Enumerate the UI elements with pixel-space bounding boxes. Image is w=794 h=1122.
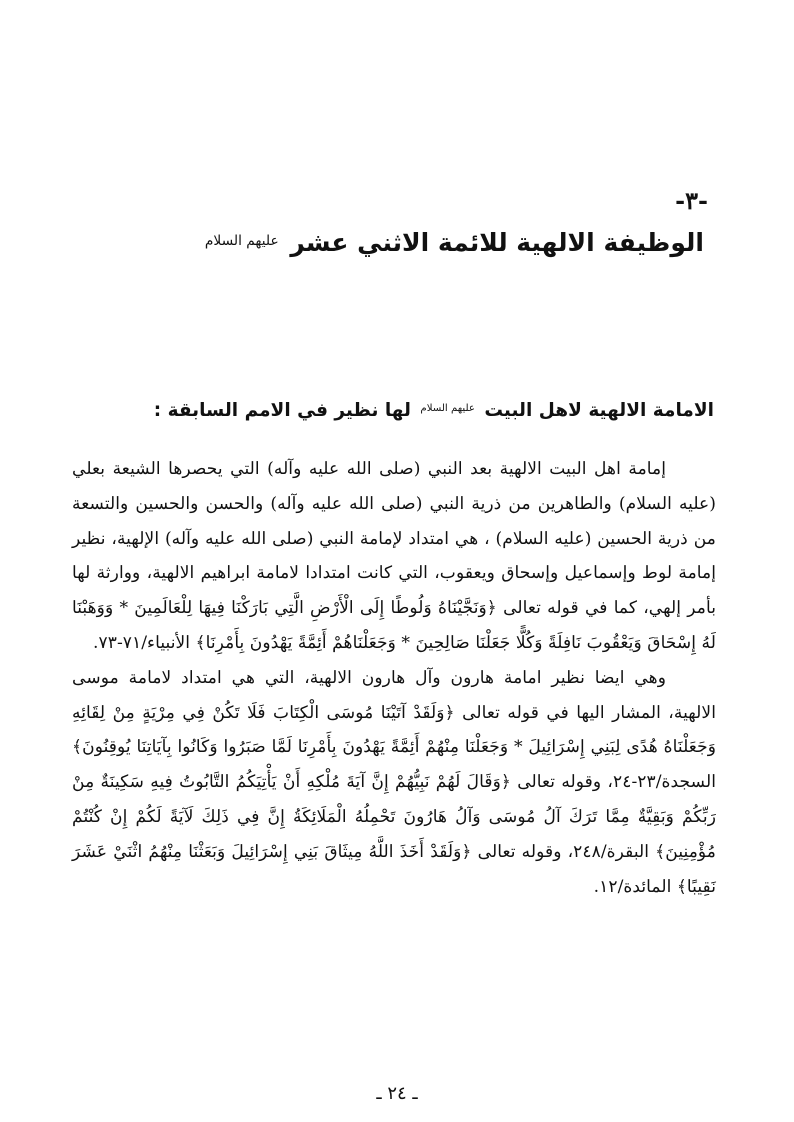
paragraph: إمامة اهل البيت الالهية بعد النبي (صلى الله عليه وآله) التي يحصرها الشيعة بعلي (عليه السلام) والطاهرين من ذرية النبي (صلى الله عليه وآله) والحسن والحسين والتسعة من ذرية الحسين (عليه السلام) ، هي امتداد لإمامة النبي (صلى الله عليه وآله) الإلهية، نظير إمامة لوط وإسماعيل وإسحاق ويعقوب، التي كانت امتدادا لامامة ابراهيم الالهية، ووارثة لها بأمر إلهي، كما في قوله تعالى ﴿وَنَجَّيْنَاهُ وَلُوطًا إِلَى الْأَرْضِ الَّتِي بَارَكْنَا فِيهَا لِلْعَالَمِينَ * وَوَهَبْنَا لَهُ إِسْحَاقَ وَيَعْقُوبَ نَافِلَةً وَكُلًّا جَعَلْنَا صَالِحِينَ * وَجَعَلْنَاهُمْ أَئِمَّةً يَهْدُونَ بِأَمْرِنَا﴾ الأنبياء/٧١-٧٣. [72,459,716,653]
page-number: ـ ٢٤ ـ [376,1083,418,1104]
chapter-title [84,228,704,257]
chapter-number: -٣- [675,186,708,215]
body-text [72,452,716,904]
section-heading-part2: لها نظير في الامم السابقة : [153,400,411,421]
honorific-glyph: عليهم السلام [204,232,279,249]
section-heading [74,400,714,421]
section-heading-part1: الامامة الالهية لاهل البيت [484,400,714,421]
honorific-glyph: عليهم السلام [420,403,475,415]
paragraph: وهي ايضا نظير امامة هارون وآل هارون الالهية، التي هي امتداد لامامة موسى الالهية، المشار اليها في قوله تعالى ﴿وَلَقَدْ آتَيْنَا مُوسَى الْكِتَابَ فَلَا تَكُنْ فِي مِرْيَةٍ مِنْ لِقَائِهِ وَجَعَلْنَاهُ هُدًى لِبَنِي إِسْرَائِيلَ * وَجَعَلْنَا مِنْهُمْ أَئِمَّةً يَهْدُونَ بِأَمْرِنَا لَمَّا صَبَرُوا وَكَانُوا بِآيَاتِنَا يُوقِنُونَ﴾ السجدة/٢٣-٢٤، وقوله تعالى ﴿وَقَالَ لَهُمْ نَبِيُّهُمْ إِنَّ آيَةَ مُلْكِهِ أَنْ يَأْتِيَكُمُ التَّابُوتُ فِيهِ سَكِينَةٌ مِنْ رَبِّكُمْ وَبَقِيَّةٌ مِمَّا تَرَكَ آلُ مُوسَى وَآلُ هَارُونَ تَحْمِلُهُ الْمَلَائِكَةُ إِنَّ فِي ذَلِكَ لَآيَةً لَكُمْ إِنْ كُنْتُمْ مُؤْمِنِينَ﴾ البقرة/٢٤٨، وقوله تعالى ﴿وَلَقَدْ أَخَذَ اللَّهُ مِيثَاقَ بَنِي إِسْرَائِيلَ وَبَعَثْنَا مِنْهُمُ اثْنَيْ عَشَرَ نَقِيبًا﴾ المائدة/١٢. [72,667,716,897]
chapter-title-text: الوظيفة الالهية للائمة الاثني عشر [290,228,704,257]
